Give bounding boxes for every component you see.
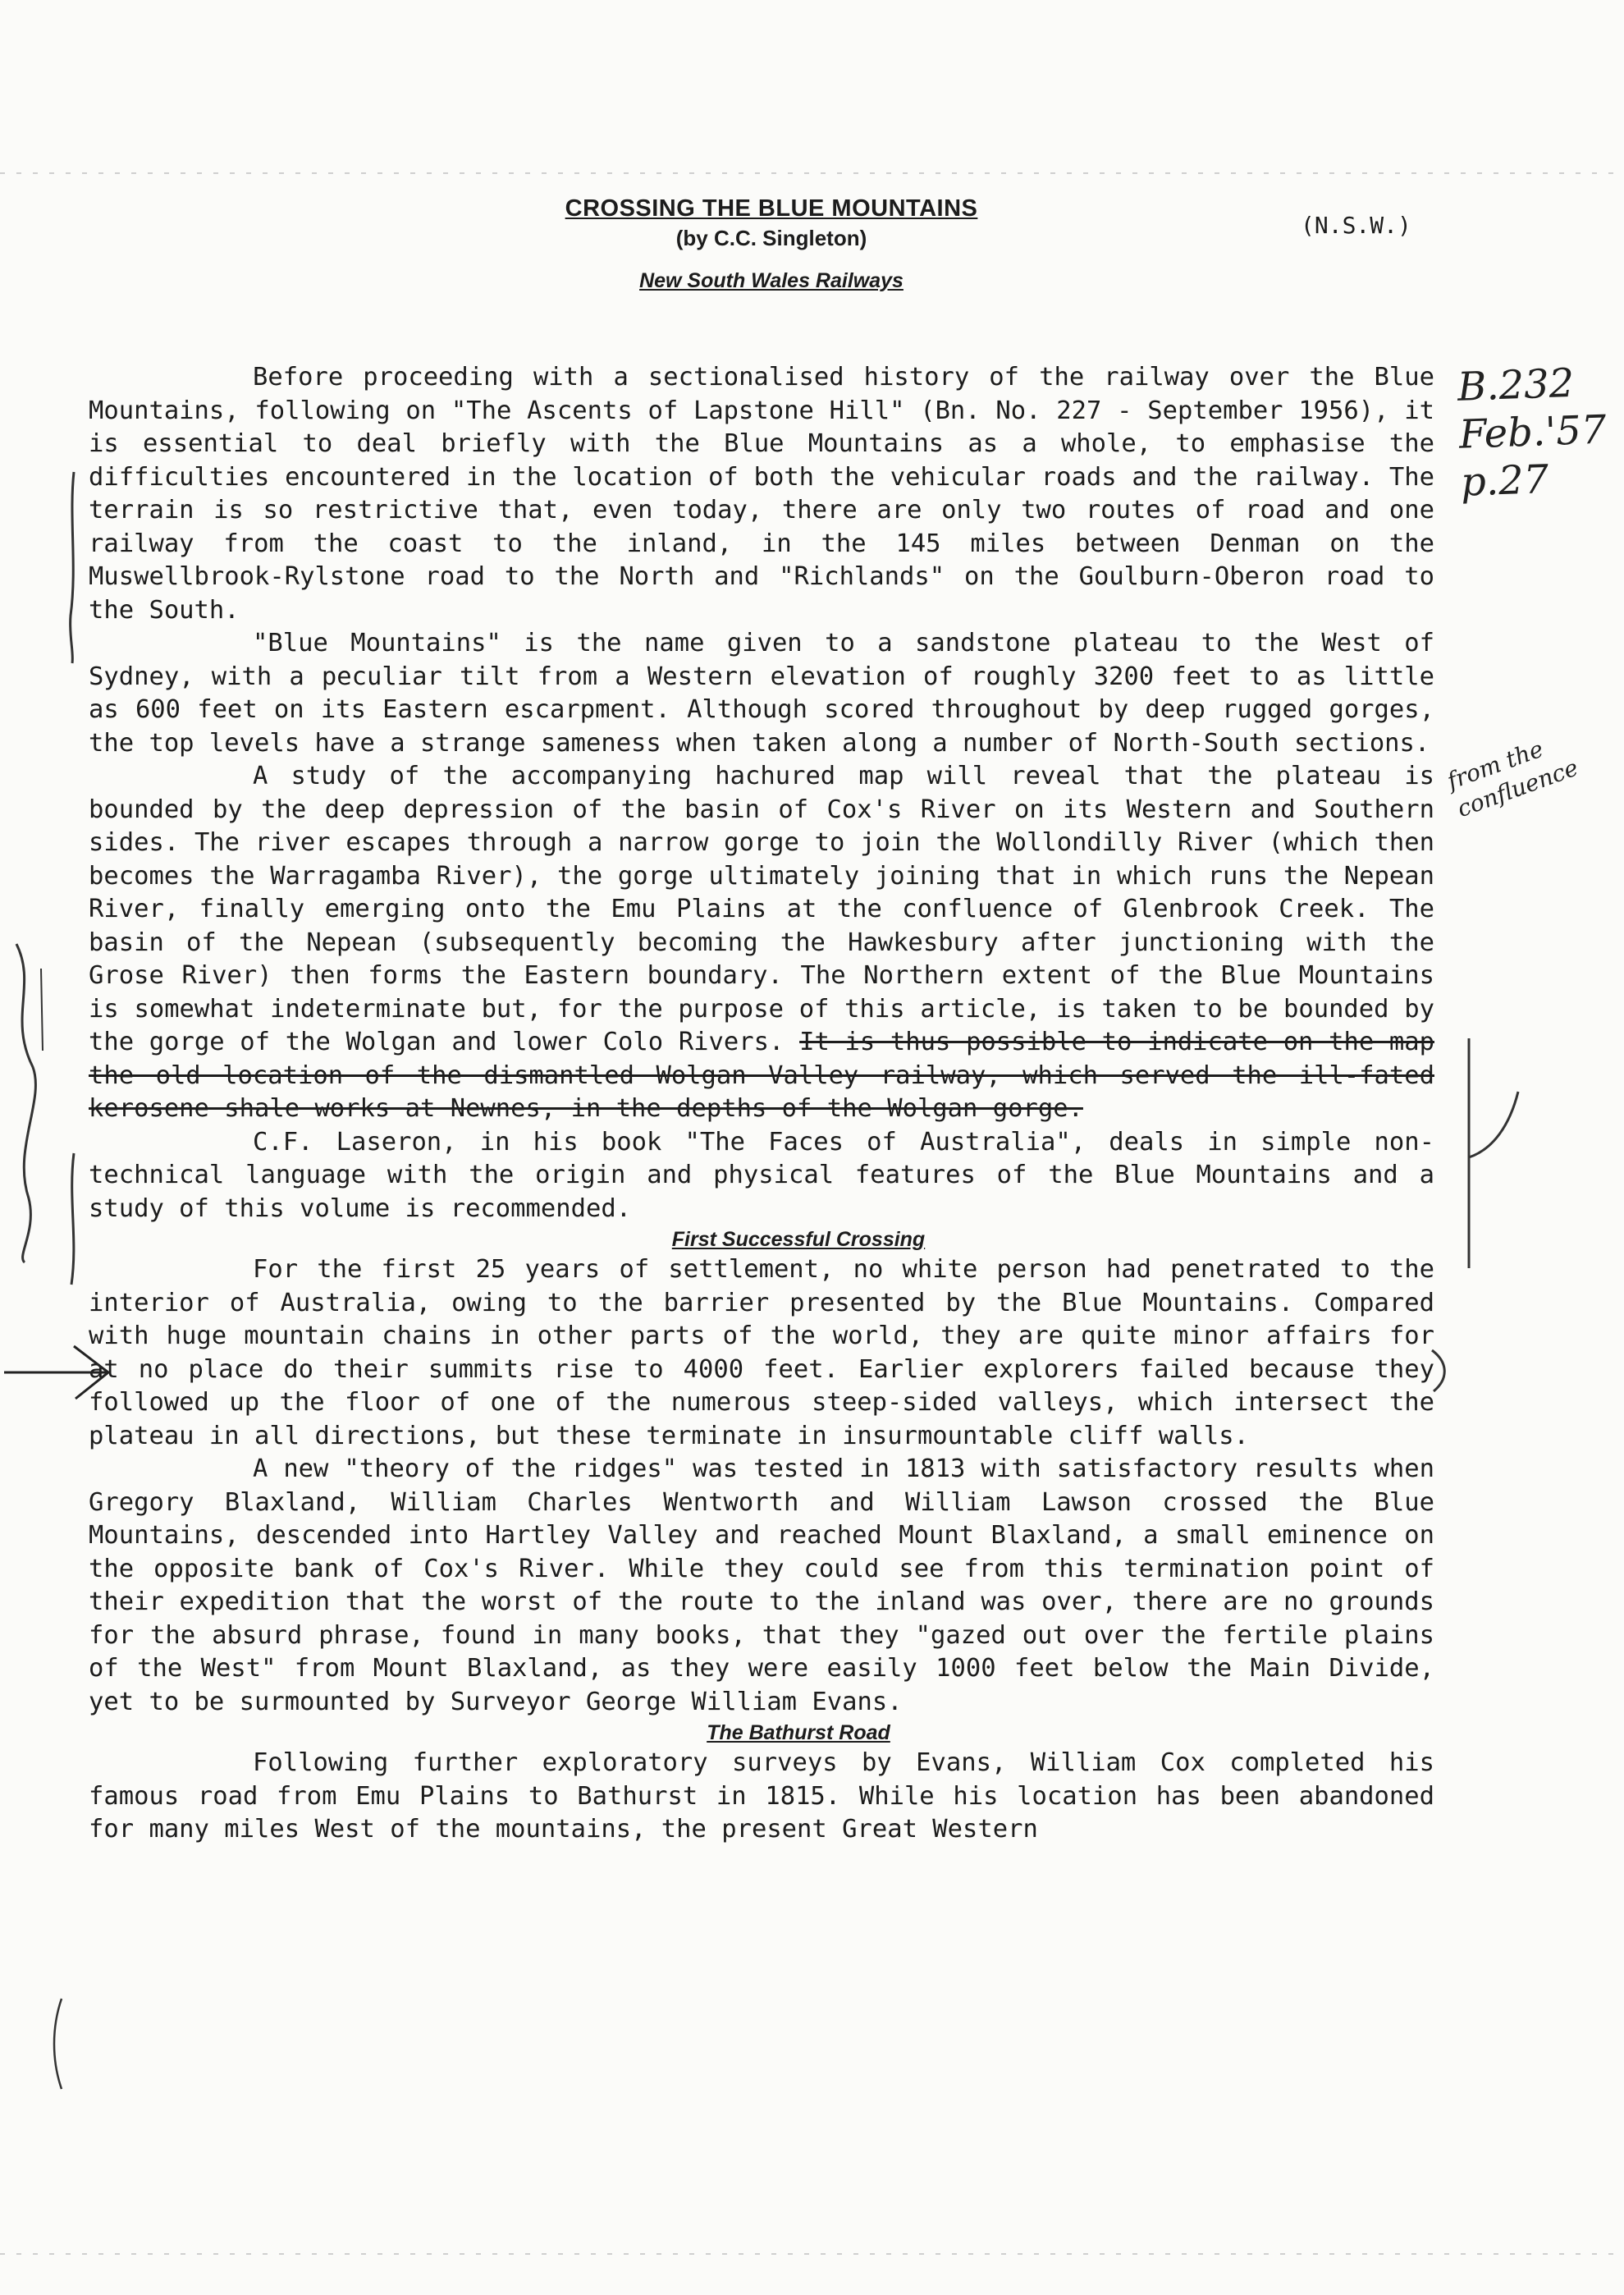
scan-border-bottom <box>0 2253 1624 2255</box>
scan-border-top <box>0 172 1624 174</box>
margin-bracket-left <box>45 1995 70 2093</box>
paragraph: Following further exploratory surveys by Evans, William Cox completed his famous road from Emu Plains to Bathurst in 1815. While his location has been abandoned for many miles West of the mountains, the present Great Western <box>89 1748 1434 1844</box>
paragraph: For the first 25 years of settlement, no white person had penetrated to the interior of Australia, owing to the barrier presented by the Blue Mountains. Compared with huge mountain chains in other parts of the world, they are quite minor affairs for at no place do their summits rise to 4000 feet. Earlier explorers failed because they followed up the floor of one of the numerous steep-sided valleys, which intersect the plateau in all directions, but these terminate in insurmountable cliff walls. <box>89 1255 1434 1450</box>
document-header <box>460 195 1083 293</box>
margin-note-line: Feb.'57 <box>1458 406 1608 458</box>
margin-note-line: B.232 <box>1457 360 1576 410</box>
margin-bracket-right <box>1452 1034 1526 1272</box>
paragraph: A new "theory of the ridges" was tested in 1813 with satisfactory results when Gregory Blaxland, William Charles Wentworth and William Lawson crossed the Blue Mountains, descended into Hartley Valley and reached Mount Blaxland, a small eminence on the opposite bank of Cox's River. While they could see from this termination point of their expedition that the worst of the route to the inland was over, there are no grounds for the absurd phrase, found in many books, that they "gazed out over the fertile plains of the West" from Mount Blaxland, as they were easily 1000 feet below the Main Divide, yet to be surmounted by Surveyor George William Evans. <box>89 1454 1434 1716</box>
document-author: (by C.C. Singleton) <box>675 226 867 250</box>
handwritten-side-note: from the confluence <box>1443 735 1582 823</box>
paragraph <box>89 760 1434 1126</box>
margin-bracket-left <box>57 468 90 665</box>
margin-note-line: p.27 <box>1460 456 1550 506</box>
article-body <box>89 361 1434 1847</box>
handwritten-margin-note <box>1457 359 1608 506</box>
paragraph-text: A study of the accompanying hachured map will reveal that the plateau is bounded by the deep depression of the basin of Cox's River on its Western and Southern sides. The river escapes through a narrow gorge to join the Wollondilly River (which then becomes the Warragamba River), the gorge ultimately joining that in which runs the Nepean River, finally emerging onto the Emu Plains at the confluence of Glenbrook Creek. The basin of the Nepean (subsequently becoming the Hawkesbury after junctioning with the Grose River) then forms the Eastern boundary. The Northern extent of the Blue Mountains is somewhat indeterminate but, for the purpose of this article, is taken to be bounded by the gorge of the Wolgan and lower Colo Rivers. <box>89 762 1434 1056</box>
paragraph: Before proceeding with a sectionalised history of the railway over the Blue Mountains, following on "The Ascents of Lapstone Hill" (Bn. No. 227 - September 1956), it is essential to deal briefly with the Blue Mountains as a whole, to emphasise the difficulties encountered in the location of both the vehicular roads and the railway. The terrain is so restrictive that, even today, there are only two routes of road and one railway from the coast to the inland, in the 145 miles between Denman on the Muswellbrook-Rylstone road to the North and "Richlands" on the Goulburn-Oberon road to the South. <box>89 363 1434 625</box>
struck-through-text: It is thus possible to indicate on the map the old location of the dismantled Wolgan Valley railway, which served the ill-fated kerosene shale works at Newnes, in the depths of the Wolgan gorge. <box>89 1028 1434 1123</box>
document-title: CROSSING THE BLUE MOUNTAINS <box>565 195 978 222</box>
state-tag: (N.S.W.) <box>1301 212 1411 239</box>
document-organization: New South Wales Railways <box>639 269 903 292</box>
paragraph: "Blue Mountains" is the name given to a sandstone plateau to the West of Sydney, with a peculiar tilt from a Western elevation of roughly 3200 feet to as little as 600 feet on its Eastern escarpment. Although scored throughout by deep rugged gorges, the top levels have a strange sameness when taken along a number of North-South sections. <box>89 629 1434 758</box>
paragraph: C.F. Laseron, in his book "The Faces of Australia", deals in simple non-technical language with the origin and physical features of the Blue Mountains and a study of this volume is recommended. <box>89 1127 1434 1223</box>
section-heading-first-crossing: First Successful Crossing <box>671 1228 926 1251</box>
margin-scribble-left <box>0 936 57 1264</box>
margin-bracket-left <box>62 1149 86 1289</box>
section-heading-bathurst-road: The Bathurst Road <box>707 1721 890 1744</box>
